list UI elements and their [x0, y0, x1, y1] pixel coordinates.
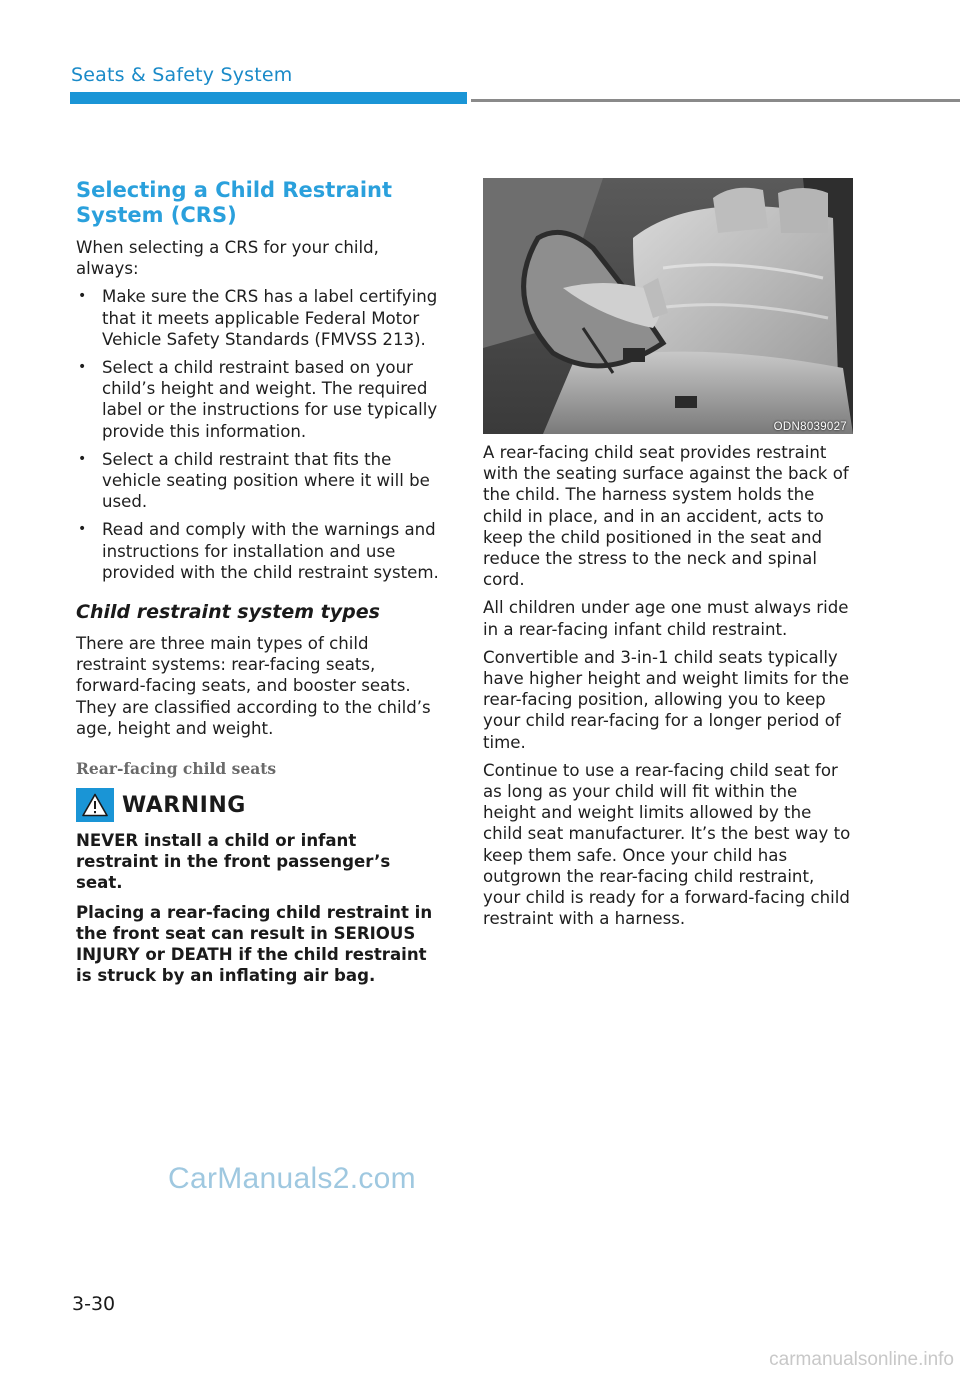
list-item [76, 519, 442, 583]
types-heading: Child restraint system types [76, 601, 380, 624]
warning-text-2: Placing a rear-facing child restraint in the front seat can result in SERIOUS INJURY or DEATH if the child restraint is struck by an inflating air bag. [76, 902, 433, 986]
paragraph: All children under age one must always ride in a rear-facing infant child restraint. [483, 598, 849, 639]
rear-facing-heading: Rear-facing child seats [76, 759, 277, 779]
bullet-icon: • [78, 288, 87, 305]
rear-facing-seat-photo [483, 178, 853, 434]
paragraph: Convertible and 3-in-1 child seats typically have higher height and weight limits for the rear-facing position, allowing you to keep your child rear-facing for a longer period of time. [483, 647, 850, 752]
page-number: 3-30 [72, 1293, 116, 1315]
list-item [76, 286, 442, 350]
header-gray-rule [471, 99, 960, 102]
list-item-text: Select a child restraint based on your child’s height and weight. The required label or the instructions for use typically provide this information. [102, 358, 438, 441]
warning-text-1: NEVER install a child or infant restraint in the front passenger’s seat. [76, 831, 391, 893]
warning-label: WARNING [122, 792, 246, 818]
footer-watermark: carmanualsonline.info [769, 1349, 954, 1370]
right-column [483, 178, 853, 936]
list-item-text: Read and comply with the warnings and instructions for installation and use provided with the child restraint system. [102, 520, 439, 582]
bullet-icon: • [78, 359, 87, 376]
list-item-text: Make sure the CRS has a label certifying that it meets applicable Federal Motor Vehicle Safety Standards (FMVSS 213). [102, 287, 438, 349]
list-item [76, 449, 442, 513]
list-item-text: Select a child restraint that fits the vehicle seating position where it will be used. [102, 449, 430, 512]
warning-triangle-icon [76, 788, 114, 822]
paragraph: Continue to use a rear-facing child seat for as long as your child will fit within the height and weight limits allowed by the child seat manufacturer. It’s the best way to keep them safe. Once your child has outgrown the rear-facing child restraint, your child is ready for a forward-facing child restraint with a harness. [483, 760, 851, 929]
site-watermark: CarManuals2.com [168, 1162, 416, 1195]
bullet-icon: • [78, 450, 87, 467]
intro-text: When selecting a CRS for your child, always: [76, 238, 379, 279]
types-text: There are three main types of child restraint systems: rear-facing seats, forward-facing seats, and booster seats. They are classified according to the child’s age, height and weight. [76, 634, 431, 738]
list-item [76, 357, 442, 442]
warning-header [76, 788, 442, 822]
left-column [76, 178, 442, 994]
bullet-list [76, 286, 442, 583]
header-accent-rule [70, 92, 467, 104]
section-title: Selecting a Child Restraint System (CRS) [76, 178, 393, 227]
photo-code: ODN8039027 [773, 421, 847, 433]
bullet-icon: • [78, 521, 87, 538]
chapter-title: Seats & Safety System [71, 64, 293, 86]
paragraph: A rear-facing child seat provides restraint with the seating surface against the back of the child. The harness system holds the child in place, and in an accident, acts to keep the child positioned in the seat and reduce the stress to the neck and spinal cord. [483, 443, 849, 590]
